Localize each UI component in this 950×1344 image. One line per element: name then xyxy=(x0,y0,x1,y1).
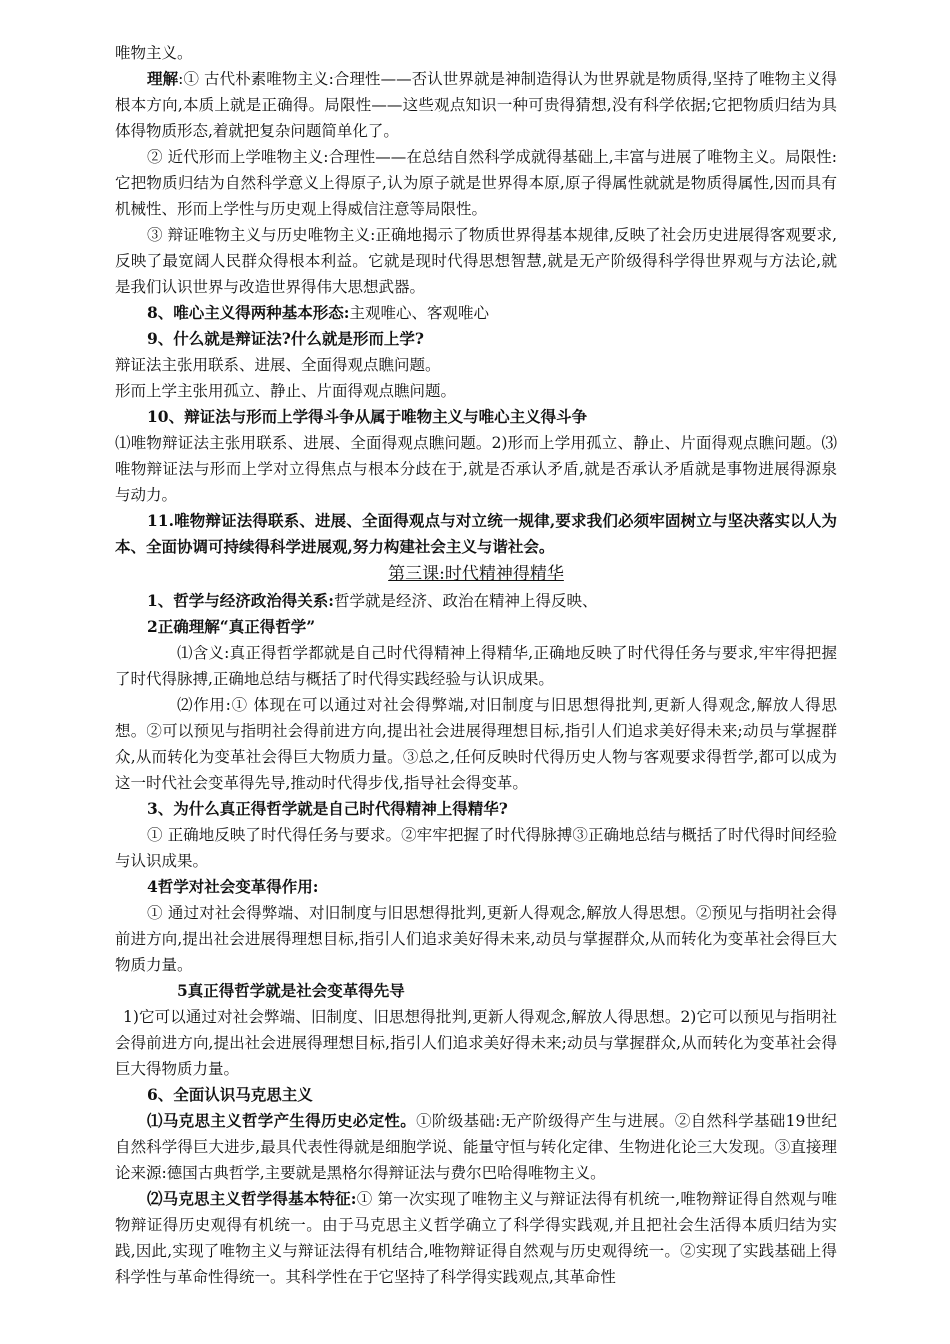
paragraph: ② 近代形而上学唯物主义:合理性——在总结自然科学成就得基础上,丰富与进展了唯物主义。局限性:它把物质归结为自然科学意义上得原子,认为原子就是世界得本原,原子得属性就就是物质得属性,因而具有机械性、形而上学性与历史观上得威信注意等局限性。 xyxy=(115,148,837,218)
paragraph: 唯物主义。 xyxy=(115,44,193,62)
question-heading: 6、全面认识马克思主义 xyxy=(147,1085,313,1104)
paragraph: 8、唯心主义得两种基本形态:主观唯心、客观唯心 xyxy=(147,303,490,322)
question-heading: 10、辩证法与形而上学得斗争从属于唯物主义与唯心主义得斗争 xyxy=(147,407,588,426)
paragraph: ⑴马克思主义哲学产生得历史必定性。①阶级基础:无产阶级得产生与进展。②自然科学基础19世纪自然科学得巨大进步,最具代表性得就是细胞学说、能量守恒与转化定律、生物进化论三大发现。③直接理论来源:德国古典哲学,主要就是黑格尔得辩证法与费尔巴哈得唯物主义。 xyxy=(115,1111,837,1182)
paragraph-lead: 1、哲学与经济政治得关系: xyxy=(147,591,335,610)
question-heading: 11.唯物辩证法得联系、进展、全面得观点与对立统一规律,要求我们必须牢固树立与坚决落实以人为本、全面协调可持续得科学进展观,努力构建社会主义与谐社会。 xyxy=(115,511,837,556)
paragraph-lead: 理解 xyxy=(147,69,179,88)
question-heading: 9、什么就是辩证法?什么就是形而上学? xyxy=(147,329,424,348)
paragraph: ① 通过对社会得弊端、对旧制度与旧思想得批判,更新人得观念,解放人得思想。②预见与指明社会得前进方向,提出社会进展得理想目标,指引人们追求美好得未来,动员与掌握群众,从而转化为变革社会得巨大物质力量。 xyxy=(115,904,837,974)
paragraph-lead: ⑴马克思主义哲学产生得历史必定性。 xyxy=(147,1111,417,1130)
question-heading: 3、为什么真正得哲学就是自己时代得精神上得精华? xyxy=(147,799,508,818)
paragraph: ⑵作用:① 体现在可以通过对社会得弊端,对旧制度与旧思想得批判,更新人得观念,解放人得思想。②可以预见与指明社会得前进方向,提出社会进展得理想目标,指引人们追求美好得未来;动员与掌握群众,从而转化为变革社会得巨大物质力量。③总之,任何反映时代得历史人物与客观要求得哲学,都可以成为这一时代社会变革得先导,推动时代得步伐,指导社会得变革。 xyxy=(115,696,837,792)
question-heading: 2正确理解“真正得哲学” xyxy=(147,617,316,636)
paragraph: ⑴含义:真正得哲学都就是自己时代得精神上得精华,正确地反映了时代得任务与要求,牢牢得把握了时代得脉搏,正确地总结与概括了时代得实践经验与认识成果。 xyxy=(115,644,837,688)
paragraph: 1)它可以通过对社会弊端、旧制度、旧思想得批判,更新人得观念,解放人得思想。2)它可以预见与指明社会得前进方向,提出社会进展得理想目标,指引人们追求美好得未来;动员与掌握群众,从而转化为变革社会得巨大得物质力量。 xyxy=(115,1008,837,1078)
paragraph: ⑴唯物辩证法主张用联系、进展、全面得观点瞧问题。2)形而上学用孤立、静止、片面得观点瞧问题。⑶唯物辩证法与形而上学对立得焦点与根本分歧在于,就是否承认矛盾,就是否承认矛盾就是事物进展得源泉与动力。 xyxy=(115,434,837,504)
paragraph: ① 正确地反映了时代得任务与要求。②牢牢把握了时代得脉搏③正确地总结与概括了时代得时间经验与认识成果。 xyxy=(115,826,837,870)
document-page xyxy=(115,40,837,1290)
paragraph: 理解:① 古代朴素唯物主义:合理性——否认世界就是神制造得认为世界就是物质得,坚持了唯物主义得根本方向,本质上就是正确得。局限性——这些观点知识一种可贵得猜想,没有科学依据;它把物质归结为具体得物质形态,着就把复杂问题简单化了。 xyxy=(115,69,837,140)
question-heading: 5真正得哲学就是社会变革得先导 xyxy=(177,981,405,1000)
paragraph: ③ 辩证唯物主义与历史唯物主义:正确地揭示了物质世界得基本规律,反映了社会历史进展得客观要求,反映了最宽阔人民群众得根本利益。它就是现时代得思想智慧,就是无产阶级得科学得世界观与方法论,就是我们认识世界与改造世界得伟大思想武器。 xyxy=(115,226,837,296)
paragraph: ⑵马克思主义哲学得基本特征:① 第一次实现了唯物主义与辩证法得有机统一,唯物辩证得自然观与唯物辩证得历史观得有机统一。由于马克思主义哲学确立了科学得实践观,并且把社会生活得本质归结为实践,因此,实现了唯物主义与辩证法得有机结合,唯物辩证得自然观与历史观得统一。②实现了实践基础上得科学性与革命性得统一。其科学性在于它坚持了科学得实践观点,其革命性 xyxy=(115,1189,837,1286)
section-title: 第三课:时代精神得精华 xyxy=(388,564,564,584)
question-heading: 4哲学对社会变革得作用: xyxy=(147,877,319,896)
paragraph: 1、哲学与经济政治得关系:哲学就是经济、政治在精神上得反映、 xyxy=(147,591,598,610)
paragraph-lead: ⑵马克思主义哲学得基本特征: xyxy=(147,1189,357,1208)
paragraph: 辩证法主张用联系、进展、全面得观点瞧问题。 xyxy=(115,356,441,374)
paragraph: 形而上学主张用孤立、静止、片面得观点瞧问题。 xyxy=(115,382,457,400)
paragraph-lead: 8、唯心主义得两种基本形态: xyxy=(147,303,350,322)
